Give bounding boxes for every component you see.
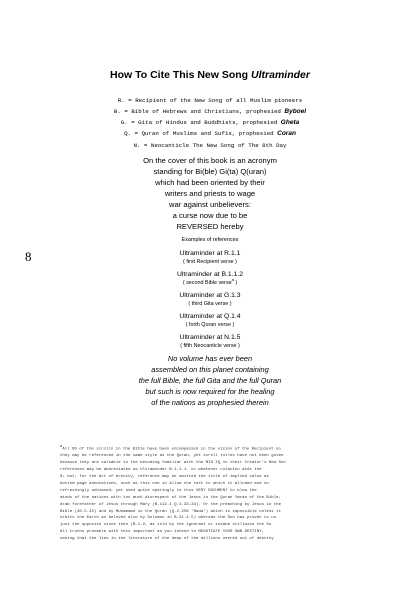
footnote-line: references may be abbreviated as Ultraminder B.1.1.1. or whatever citation aids the — [60, 468, 262, 473]
legend-tag: Coran — [277, 130, 296, 137]
example-code: Ultraminder at R.1.1 — [179, 250, 241, 257]
legend-text: Q. = Quran of Muslims and Sufis, prophesied — [124, 130, 274, 137]
legend-line-bible — [0, 108, 420, 116]
example-item — [0, 270, 420, 287]
footnote-marker: a — [231, 277, 234, 283]
acronym-paragraph — [0, 155, 420, 232]
example-code: Ultraminder at G.1.3 — [179, 292, 241, 299]
acronym-line: REVERSED hereby — [176, 222, 244, 231]
example-item — [0, 249, 420, 266]
closing-line: assembled on this planet containing — [151, 365, 269, 374]
footnote-line: Bible (40.5.45) and by Muhammad in the Quran (Q.2.256 'Nada') which is impossible unless it — [60, 509, 281, 514]
closing-paragraph — [0, 353, 420, 408]
legend-tag: Gheta — [280, 119, 300, 126]
examples-section — [0, 236, 420, 244]
example-code: Ultraminder at N.1.5 — [179, 334, 241, 341]
footnote — [60, 443, 380, 543]
legend-line-neocanticle — [0, 142, 420, 150]
title-emphasis: Ultraminder — [251, 69, 310, 81]
examples-heading: Examples of references — [181, 237, 239, 243]
example-item — [0, 291, 420, 308]
acronym-line: which had been oriented by their — [155, 178, 265, 187]
example-desc: ( fifth Neocanticle verse ) — [180, 343, 240, 349]
acronym-line: standing for Bi(ble) Gi(ta) Q(uran) — [153, 167, 267, 176]
example-desc-wrap: ( second Bible verse$^a$ ) — [182, 277, 238, 286]
example-item — [0, 333, 420, 350]
acronym-line: a curse now due to be — [172, 211, 248, 220]
footnote-line: just the opposite since then (B.1.2, as told by the ignorant or insane stillwise the Su — [60, 523, 272, 528]
footnote-line: minds of the nations with too much disrespect of the Jesus in the Quran Ymran of the Bible, — [60, 495, 281, 500]
footnote-line — [60, 443, 380, 453]
legend-text: G. = Gita of Hindus and Buddhists, prophesied — [120, 119, 278, 126]
acronym-line: On the cover of this book is an acronym — [143, 156, 277, 165]
acronym-line: war against unbelievers: — [169, 200, 251, 209]
footnote-line: bottom page annotations, such as this one in allow the text to which it alluded and so — [60, 481, 269, 486]
example-desc: ( second Bible verse — [182, 280, 232, 286]
footnote-text: All 66 of the scrolls in the Bible have been encompassed in the vision of the Recipient so — [62, 447, 281, 452]
footnote-line: All truths provable with this important as you intend to NEGOTIATE YOUR OWN DESTINY, — [60, 530, 264, 535]
legend-text: R. = Recipient of the New Song of all Muslim pioneers — [117, 97, 303, 104]
legend-line-recipient — [0, 97, 420, 105]
example-item — [0, 312, 420, 329]
example-code: Ultraminder at B.1.1.2 — [176, 271, 244, 278]
footnote-line: 8; but, for the Art of brevity, reference may be omitted the title of implied value as — [60, 474, 269, 479]
acronym-line: writers and priests to wage — [164, 189, 256, 198]
footnote-line: they may be referenced in the same style as the Quran, yet scroll titles have not been given — [60, 454, 284, 459]
legend-line-gita — [0, 119, 420, 127]
footnote-line: seeing that the lies in the literature of the deep of the millions veered out of destiny — [60, 537, 274, 542]
footnote-line: because they are valuable to the becoming familiar with the BIG IQ in their Creator's New Son — [60, 461, 286, 466]
footnote-line: Arab forefather of Jesus through Mary (B.112.1 Q.3.33-34). Or the preaching by Jesus in the — [60, 502, 281, 507]
example-desc: ( third Gita verse ) — [188, 301, 232, 307]
page-number: 8 — [25, 249, 32, 264]
example-desc: ( forth Quran verse ) — [185, 322, 235, 328]
closing-line: No volume has ever been — [167, 354, 253, 363]
title-lead: How To Cite This New Song — [110, 69, 252, 81]
example-code: Ultraminder at Q.1.4 — [179, 313, 241, 320]
legend-text: B. = Bible of Hebrews and Christians, prophesied — [113, 108, 281, 115]
closing-line: the full Bible, the full Gita and the full Quran — [138, 376, 282, 385]
footnote-line: orbits the Earth as beloved also by Solomon in B.21.1.5) whereas the Sun has proven to us — [60, 516, 277, 521]
legend-tag: Byboel — [284, 108, 307, 115]
legend-line-quran — [0, 130, 420, 138]
closing-line: of the nations as prophesied therein — [151, 398, 269, 407]
footnote-line: refreshingly unbiased, yet used quite sparingly in this VERY DOCUMENT to blow the — [60, 488, 257, 493]
closing-line: but such is now required for the healing — [145, 387, 275, 396]
footnote-mark: a — [60, 443, 63, 448]
legend-text: N. = Neocanticle The New Song of The 8th Day — [133, 142, 287, 149]
page-title — [0, 69, 420, 82]
example-desc: ( first Recipient verse ) — [183, 259, 237, 265]
